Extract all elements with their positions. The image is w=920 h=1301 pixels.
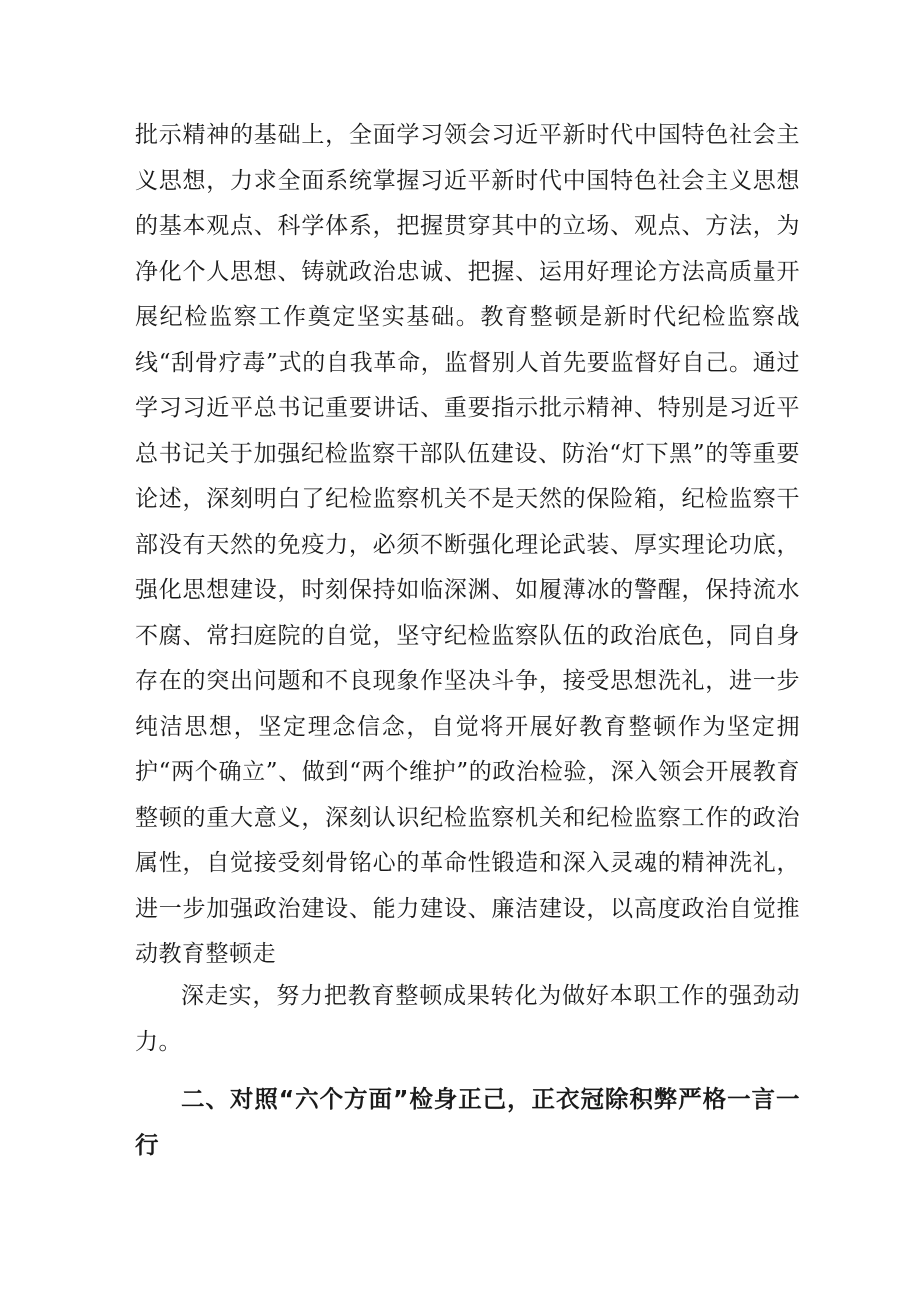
body-paragraph-tail: 深走实，努力把教育整顿成果转化为做好本职工作的强劲动力。 bbox=[135, 983, 800, 1055]
body-paragraph-continued: 批示精神的基础上，全面学习领会习近平新时代中国特色社会主义思想，力求全面系统掌握习近平新时代中国特色社会主义思想的基本观点、科学体系，把握贯穿其中的立场、观点、方法，为净化个人思想、铸就政治忠诚、把握、运用好理论方法高质量开展纪检监察工作奠定坚实基础。教育整顿是新时代纪检监察战线“刮骨疗毒”式的自我革命，监督别人首先要监督好自己。通过学习习近平总书记重要讲话、重要指示批示精神、特别是习近平总书记关于加强纪检监察干部队伍建设、防治“灯下黑”的等重要论述，深刻明白了纪检监察机关不是天然的保险箱，纪检监察干部没有天然的免疫力，必须不断强化理论武装、厚实理论功底，强化思想建设，时刻保持如临深渊、如履薄冰的警醒，保持流水不腐、常扫庭院的自觉，坚守纪检监察队伍的政治底色，同自身存在的突出问题和不良现象作坚决斗争，接受思想洗礼，进一步纯洁思想，坚定理念信念，自觉将开展好教育整顿作为坚定拥护“两个确立”、做到“两个维护”的政治检验，深入领会开展教育整顿的重大意义，深刻认识纪检监察机关和纪检监察工作的政治属性，自觉接受刻骨铭心的革命性锻造和深入灵魂的精神洗礼，进一步加强政治建设、能力建设、廉洁建设，以高度政治自觉推动教育整顿走 bbox=[135, 122, 800, 967]
section-heading-2: 二、对照“六个方面”检身正己，正衣冠除积弊严格一言一行 bbox=[135, 1085, 800, 1159]
